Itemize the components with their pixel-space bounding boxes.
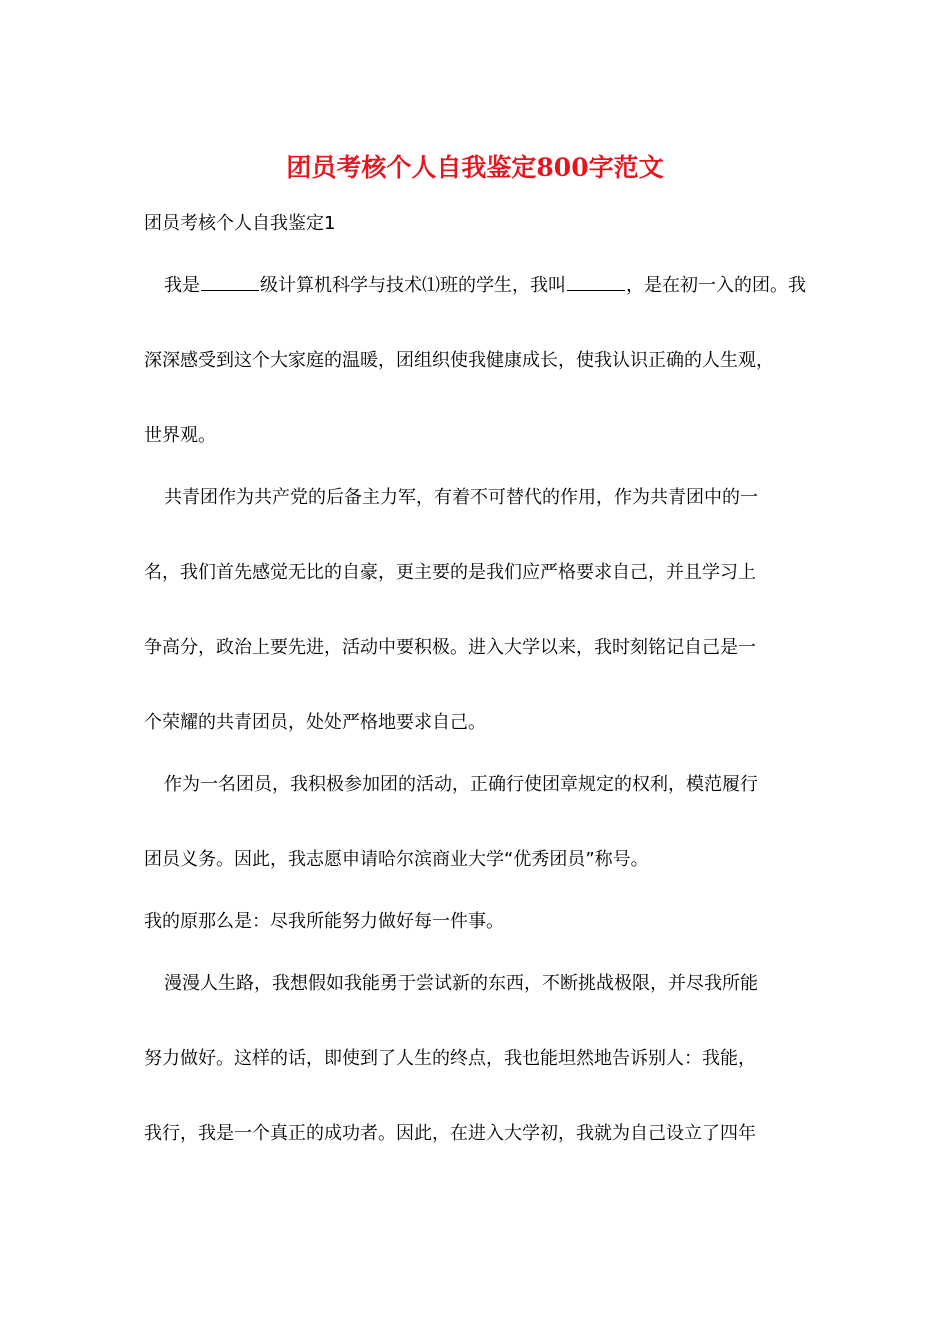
paragraph-2-line-4: 个荣耀的共青团员，处处严格地要求自己。: [144, 712, 486, 733]
paragraph-4-line-1: 我的原那么是：尽我所能努力做好每一件事。: [144, 911, 504, 932]
text-segment: ，是在初一入的团。我: [626, 275, 806, 296]
paragraph-1-line-1: [164, 273, 806, 299]
paragraph-2-line-2: 名，我们首先感觉无比的自豪，更主要的是我们应严格要求自己，并且学习上: [144, 562, 756, 583]
fill-in-blank-grade: [201, 274, 259, 291]
paragraph-1-line-2: 深深感受到这个大家庭的温暖，团组织使我健康成长，使我认识正确的人生观，: [144, 350, 774, 371]
text-segment: 级计算机科学与技术⑴班的学生，我叫: [260, 275, 566, 296]
section-heading: 团员考核个人自我鉴定1: [144, 213, 336, 234]
paragraph-2-line-3: 争高分，政治上要先进，活动中要积极。进入大学以来，我时刻铭记自己是一: [144, 637, 756, 658]
paragraph-1-line-3: 世界观。: [144, 425, 216, 446]
paragraph-5-line-1: 漫漫人生路，我想假如我能勇于尝试新的东西，不断挑战极限，并尽我所能: [164, 973, 758, 994]
paragraph-3-line-1: 作为一名团员，我积极参加团的活动，正确行使团章规定的权利，模范履行: [164, 774, 758, 795]
fill-in-blank-name: [567, 274, 625, 291]
text-segment: 我是: [164, 275, 200, 296]
document-title: 团员考核个人自我鉴定800字范文: [286, 153, 664, 182]
paragraph-2-line-1: 共青团作为共产党的后备主力军，有着不可替代的作用，作为共青团中的一: [164, 487, 758, 508]
paragraph-5-line-3: 我行，我是一个真正的成功者。因此，在进入大学初，我就为自己设立了四年: [144, 1123, 756, 1144]
paragraph-5-line-2: 努力做好。这样的话，即使到了人生的终点，我也能坦然地告诉别人：我能，: [144, 1048, 756, 1069]
paragraph-3-line-2: 团员义务。因此，我志愿申请哈尔滨商业大学“优秀团员”称号。: [144, 849, 649, 870]
